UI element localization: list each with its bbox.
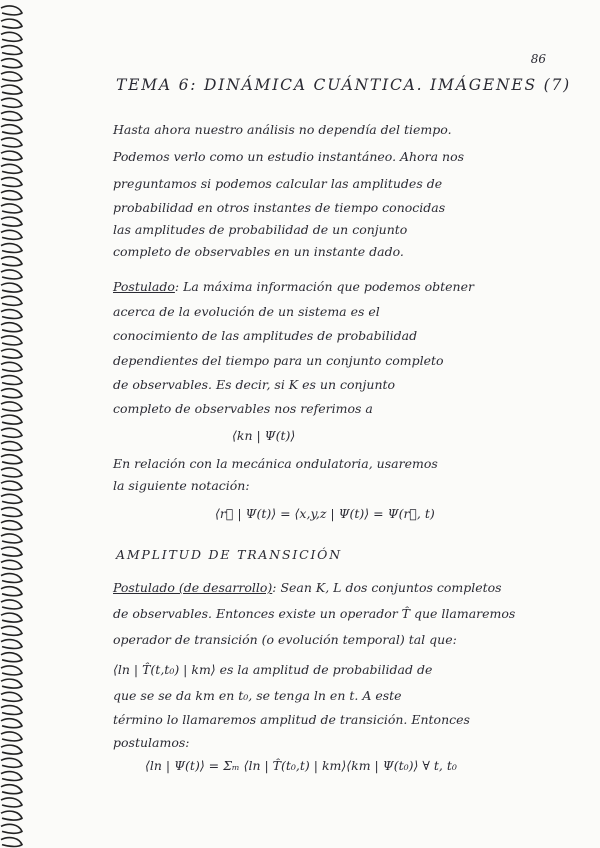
paragraph-line: término lo llamaremos amplitud de transición. Entonces xyxy=(113,712,470,727)
postulate-text: : La máxima información que podemos obtener xyxy=(174,279,474,294)
postulate-first-line xyxy=(113,580,502,595)
postulate-first-line xyxy=(113,279,474,294)
paragraph-line: preguntamos si podemos calcular las amplitudes de xyxy=(113,176,443,191)
paragraph-line: completo de observables nos referimos a xyxy=(113,401,373,416)
postulate-label: Postulado (de desarrollo) xyxy=(113,580,273,595)
paragraph-line: de observables. Es decir, si K es un conjunto xyxy=(113,377,396,392)
section-heading: AMPLITUD DE TRANSICIÓN xyxy=(116,547,342,562)
paragraph-line: dependientes del tiempo para un conjunto completo xyxy=(113,353,444,368)
paragraph-line: conocimiento de las amplitudes de probabilidad xyxy=(113,328,418,343)
formula-wavefunction: ⟨r⃗ | Ψ(t)⟩ = ⟨x,y,z | Ψ(t)⟩ = Ψ(r⃗, t) xyxy=(215,506,435,521)
paragraph-line: de observables. Entonces existe un operador T̂ que llamaremos xyxy=(113,606,516,621)
paragraph-line: En relación con la mecánica ondulatoria, usaremos xyxy=(113,456,438,471)
page-number: 86 xyxy=(530,52,546,66)
paragraph-line: postulamos: xyxy=(113,735,190,750)
paragraph-line: acerca de la evolución de un sistema es el xyxy=(113,304,380,319)
paragraph-line: Hasta ahora nuestro análisis no dependía del tiempo. xyxy=(113,122,452,137)
paragraph-line: operador de transición (o evolución temporal) tal que: xyxy=(113,632,457,647)
formula-ket-amplitude: ⟨kn | Ψ(t)⟩ xyxy=(232,428,296,443)
paragraph-line: Podemos verlo como un estudio instantáneo. Ahora nos xyxy=(113,149,465,164)
paragraph-line: ⟨ln | T̂(t,t₀) | km⟩ es la amplitud de probabilidad de xyxy=(113,662,433,677)
page-title: TEMA 6: DINÁMICA CUÁNTICA. IMÁGENES (7) xyxy=(116,76,571,94)
postulate-label: Postulado xyxy=(113,279,175,294)
paragraph-line: que se se da km en t₀, se tenga ln en t. A este xyxy=(113,688,402,703)
formula-transition-expansion: ⟨ln | Ψ(t)⟩ = Σₘ ⟨ln | T̂(t₀,t) | km⟩⟨km | Ψ(t₀)⟩ ∀ t, t₀ xyxy=(145,758,457,773)
paragraph-line: las amplitudes de probabilidad de un conjunto xyxy=(113,222,408,237)
postulate-text: : Sean K, L dos conjuntos completos xyxy=(272,580,502,595)
paragraph-line: completo de observables en un instante dado. xyxy=(113,244,404,259)
paragraph-line: la siguiente notación: xyxy=(113,478,250,493)
notebook-spiral-binding xyxy=(0,0,30,848)
paragraph-line: probabilidad en otros instantes de tiempo conocidas xyxy=(113,200,446,215)
